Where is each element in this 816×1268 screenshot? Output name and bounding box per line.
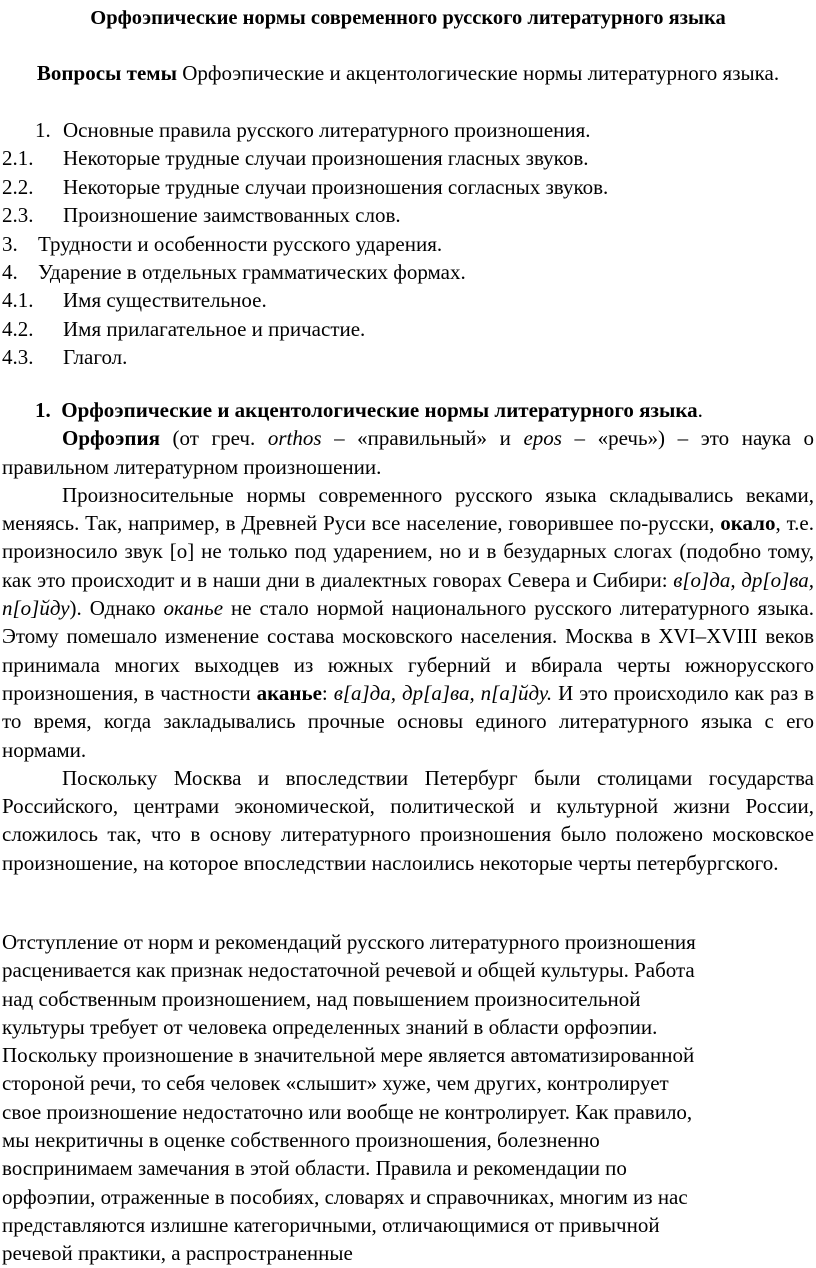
text-line: Поскольку произношение в значительной мере является автоматизированной <box>2 1043 695 1068</box>
list-item-text: Произношение заимствованных слов. <box>63 203 401 228</box>
list-item-number: 2.2. <box>2 174 34 199</box>
list-item-text: Имя существительное. <box>63 288 267 313</box>
paragraph-text: – «речь») – это наука о правильном литературном произношении. <box>2 426 814 479</box>
paragraph-text: : <box>321 680 334 705</box>
term-orthos: orthos <box>267 426 322 451</box>
list-item-number: 2.3. <box>2 203 34 228</box>
paragraph-history <box>2 481 814 764</box>
term-epos: epos <box>523 426 562 451</box>
text-line: воспринимаем замечания в этой области. Правила и рекомендации по <box>2 1156 627 1181</box>
topics-heading <box>2 60 814 87</box>
text-line: речевой практики, а распространенные <box>2 1241 353 1266</box>
paragraph-culture <box>2 928 814 1268</box>
list-item <box>2 230 814 258</box>
section-title-period: . <box>697 398 703 422</box>
topics-text: Орфоэпические и акцентологические нормы литературного языка. <box>177 61 780 85</box>
topics-list <box>2 116 814 372</box>
paragraph-text: , т.е. произносило звук [о] не только под ударением, но и в безударных слогах (подобно тому, как это происходит и в наши дни в диалектных говорах Севера и Сибири: <box>2 511 814 592</box>
topics-label: Вопросы темы <box>36 61 177 85</box>
term-orthoepy: Орфоэпия <box>62 426 160 451</box>
paragraph-text: Произносительные нормы современного русского языка складывались веками, меняясь. Так, например, в Древней Руси все население, говорившее по-русски, <box>2 482 814 536</box>
text-line: расценивается как признак недостаточной речевой и общей культуры. Работа <box>2 958 695 983</box>
list-item-text: Основные правила русского литературного произношения. <box>63 118 591 142</box>
section-1 <box>2 396 814 877</box>
list-item-number: 4.1. <box>2 288 34 313</box>
text-line: Отступление от норм и рекомендаций русского литературного произношения <box>2 930 696 954</box>
example-akanye: в[а]да, др[а]ва, п[а]йду. <box>333 680 553 705</box>
list-item-text: Некоторые трудные случаи произношения согласных звуков. <box>63 174 609 199</box>
list-item-text: Трудности и особенности русского ударения. <box>38 231 443 256</box>
list-item-number: 1. <box>35 118 51 142</box>
list-item-text: Ударение в отдельных грамматических формах. <box>38 259 466 284</box>
term-akanye: аканье <box>256 680 322 705</box>
text-line: орфоэпии, отраженные в пособиях, словарях и справочниках, многим из нас <box>2 1184 688 1209</box>
paragraph-text: (от греч. <box>159 426 268 451</box>
text-line: культуры требует от человека определенных знаний в области орфоэпии. <box>2 1014 658 1039</box>
list-item-number: 4. <box>2 259 18 284</box>
list-item-number: 2.1. <box>2 146 34 171</box>
text-line: мы некритичны в оценке собственного произношения, болезненно <box>2 1128 600 1153</box>
text-line: представляются излишне категоричными, отличающимися от привычной <box>2 1212 660 1237</box>
list-item <box>2 343 814 371</box>
list-item-text: Некоторые трудные случаи произношения гласных звуков. <box>63 146 589 171</box>
section-heading <box>2 396 814 424</box>
list-item <box>2 258 814 286</box>
list-item <box>2 173 814 201</box>
term-okalo: окало <box>720 511 776 536</box>
list-item-text: Имя прилагательное и причастие. <box>63 316 366 341</box>
section-number: 1. <box>35 398 51 422</box>
paragraph-text: И это происходило как раз в то время, когда закладывались прочные основы единого литературного языка с его нормами. <box>2 680 814 762</box>
document-title: Орфоэпические нормы современного русского литературного языка <box>90 7 726 29</box>
list-item-number: 4.2. <box>2 316 34 341</box>
list-item-number: 3. <box>2 231 18 256</box>
list-item <box>2 315 814 343</box>
text-line: над собственным произношением, над повышением произносительной <box>2 986 641 1011</box>
text-line: стороной речи, то себя человек «слышит» хуже, чем других, контролирует <box>2 1071 669 1096</box>
paragraph-text: ). Однако <box>69 596 164 621</box>
list-item <box>2 144 814 172</box>
paragraph-definition <box>2 424 814 481</box>
section-title: Орфоэпические и акцентологические нормы литературного языка <box>61 398 698 422</box>
list-item <box>2 286 814 314</box>
list-item <box>2 116 814 144</box>
example-okanye: в[о]да, др[о]ва, п[о]йду <box>2 567 814 621</box>
paragraph-text: не стало нормой национального русского литературного языка. Этому помешало изменение состава московского населения. Москва в XVI–XVIII веков принимала многих выходцев из южных губерний и вбирала черты южнорусского произношения, в частности <box>2 596 815 705</box>
text-line: свое произношение недостаточно или вообще не контролирует. Как правило, <box>2 1099 693 1124</box>
list-item-number: 4.3. <box>2 345 34 370</box>
list-item <box>2 201 814 229</box>
paragraph-capitals: Поскольку Москва и впоследствии Петербург были столицами государства Российского, центрами экономической, политической и культурной жизни России, сложилось так, что в основу литературного произношения было положено московское произношение, на которое впоследствии наслоились некоторые черты петербургского. <box>2 765 814 875</box>
paragraph-text: – «правильный» и <box>321 426 524 451</box>
term-okanye: оканье <box>163 596 224 621</box>
list-item-text: Глагол. <box>63 345 128 370</box>
